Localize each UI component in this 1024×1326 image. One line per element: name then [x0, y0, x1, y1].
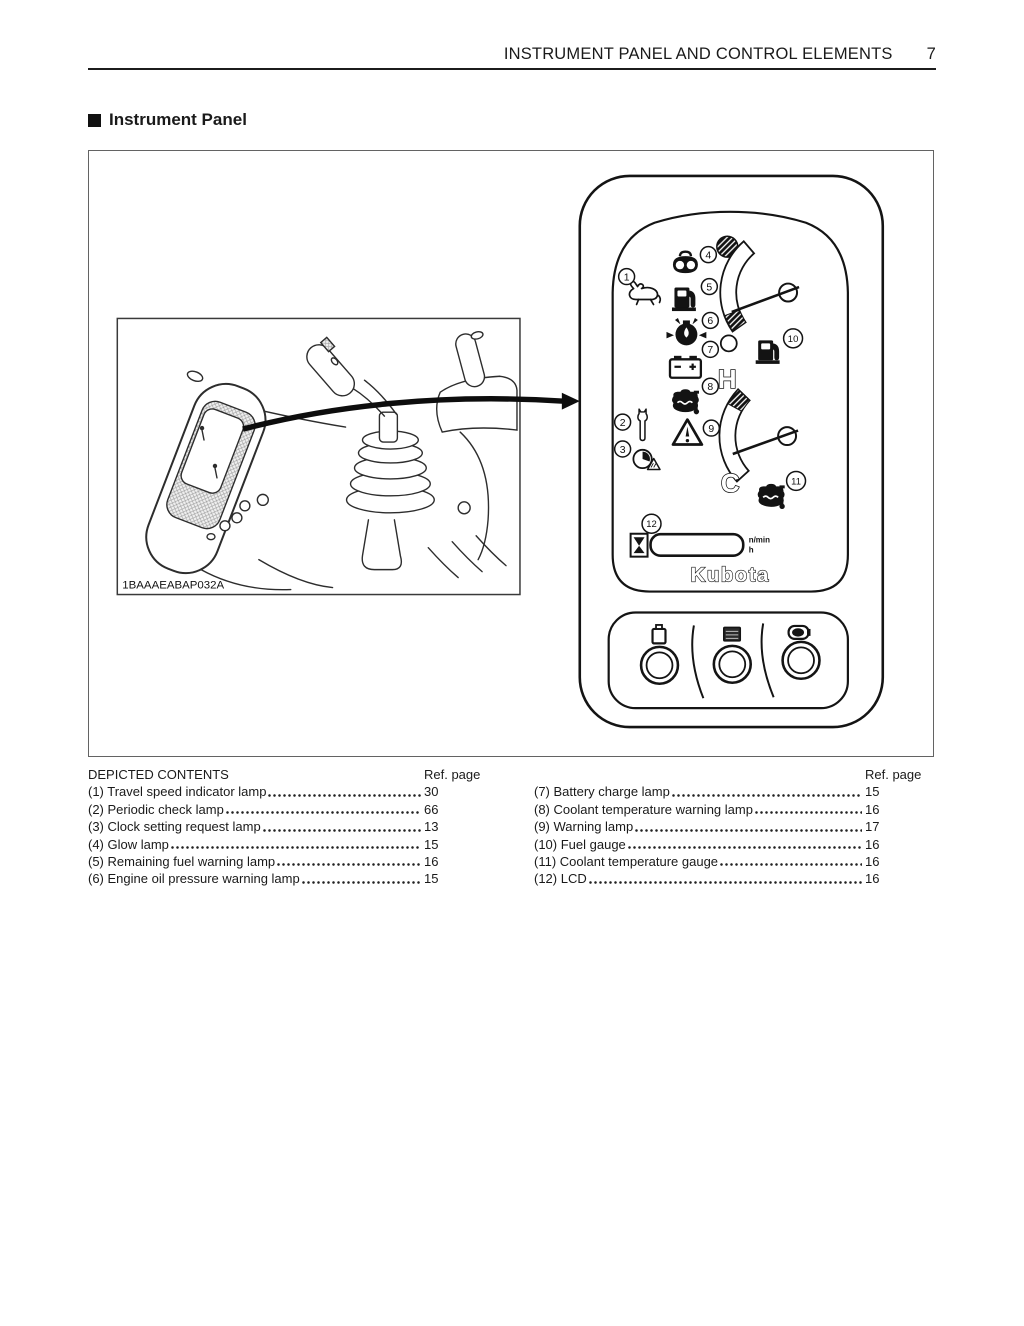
contents-item-label: (6) Engine oil pressure warning lamp [88, 871, 300, 887]
contents-item [534, 783, 929, 800]
contents-item-label: (12) LCD [534, 871, 587, 887]
callout-7: 7 [707, 345, 714, 357]
section-heading [88, 110, 247, 130]
panel-button-3-inner [788, 647, 814, 673]
contents-item-page: 16 [865, 854, 880, 870]
contents-item [534, 818, 929, 835]
page-header [88, 45, 936, 64]
contents-item-page: 13 [424, 819, 439, 835]
dotted-leader [276, 853, 421, 870]
gauge-hot-label: H [717, 366, 737, 395]
button-1-symbol-icon [653, 629, 666, 643]
contents-item-label: (4) Glow lamp [88, 836, 169, 852]
page-number: 7 [926, 45, 936, 63]
running-head-title: INSTRUMENT PANEL AND CONTROL ELEMENTS [503, 45, 893, 63]
contents-item-page: 16 [424, 854, 439, 870]
contents-list-right [534, 766, 929, 888]
callout-1: 1 [623, 272, 630, 284]
contents-item [88, 801, 482, 818]
contents-item [88, 870, 482, 887]
figure-box [88, 150, 934, 757]
inset-caption: 1BAAAEABAP032A [122, 579, 225, 592]
contents-item-label: (5) Remaining fuel warning lamp [88, 854, 276, 870]
figure-drawing [89, 151, 933, 756]
contents-item-label: (2) Periodic check lamp [88, 801, 224, 817]
callout-9: 9 [708, 423, 715, 435]
contents-item [534, 801, 929, 818]
contents-item-page: 15 [424, 836, 439, 852]
contents-item-label: (10) Fuel gauge [534, 836, 626, 852]
dotted-leader [262, 818, 421, 835]
contents-item-page: 15 [865, 784, 880, 800]
dotted-leader [719, 853, 862, 870]
dotted-leader [671, 783, 862, 800]
lcd-unit-rpm: n/min [748, 535, 770, 545]
dotted-leader [225, 801, 421, 818]
contents-item [88, 836, 482, 853]
ref-page-heading: Ref. page [865, 767, 922, 782]
kubota-logo: Kubota [690, 564, 770, 587]
contents-item [534, 870, 929, 887]
dotted-leader [170, 836, 421, 853]
callout-4: 4 [705, 250, 712, 262]
contents-heading: DEPICTED CONTENTS [88, 767, 229, 782]
panel-button-bar [609, 612, 848, 708]
contents-item-page: 16 [865, 801, 880, 817]
callout-8: 8 [707, 382, 714, 394]
contents-item-page: 30 [424, 784, 439, 800]
contents-item [88, 783, 482, 800]
contents-item-label: (1) Travel speed indicator lamp [88, 784, 267, 800]
dotted-leader [267, 783, 421, 800]
contents-item-label: (7) Battery charge lamp [534, 784, 670, 800]
contents-header [88, 766, 482, 783]
contents-item-label: (3) Clock setting request lamp [88, 819, 261, 835]
ref-page-heading: Ref. page [424, 767, 481, 782]
button-2-symbol-icon [724, 627, 740, 640]
callout-6: 6 [707, 316, 714, 328]
contents-item-label: (11) Coolant temperature gauge [534, 854, 719, 870]
dotted-leader [627, 836, 862, 853]
callout-12: 12 [646, 519, 657, 531]
gauge-cold-label: C [720, 469, 740, 498]
lcd-unit-hours: h [748, 545, 754, 555]
callout-10: 10 [787, 333, 799, 345]
contents-item [88, 853, 482, 870]
panel-button-1-inner [647, 652, 673, 678]
contents-header [534, 766, 929, 783]
dotted-leader [634, 818, 862, 835]
section-title: Instrument Panel [109, 110, 247, 129]
contents-item-page: 16 [865, 871, 880, 887]
contents-item-label: (8) Coolant temperature warning lamp [534, 801, 753, 817]
contents-item-page: 16 [865, 836, 880, 852]
header-rule [88, 68, 936, 70]
contents-item [88, 818, 482, 835]
contents-item-page: 66 [424, 801, 439, 817]
contents-item-label: (9) Warning lamp [534, 819, 634, 835]
contents-item [534, 836, 929, 853]
callout-11: 11 [791, 476, 801, 488]
callout-2: 2 [619, 417, 626, 429]
contents-item-page: 15 [424, 871, 439, 887]
contents-item-page: 17 [865, 819, 880, 835]
console-inset-illustration [117, 318, 520, 594]
dotted-leader [301, 870, 421, 887]
dotted-leader [588, 870, 862, 887]
button-1-symbol-tab [656, 625, 662, 629]
button-3-symbol-icon [789, 626, 811, 639]
panel-button-2-inner [719, 651, 745, 677]
callout-5: 5 [706, 282, 713, 294]
callout-3: 3 [619, 444, 626, 456]
contents-item [534, 853, 929, 870]
section-bullet-square [88, 114, 101, 127]
battery-charge-lamp-icon [670, 356, 701, 378]
lcd-screen [651, 534, 744, 555]
contents-list-left [88, 766, 482, 888]
instrument-panel [580, 176, 883, 727]
dotted-leader [754, 801, 862, 818]
